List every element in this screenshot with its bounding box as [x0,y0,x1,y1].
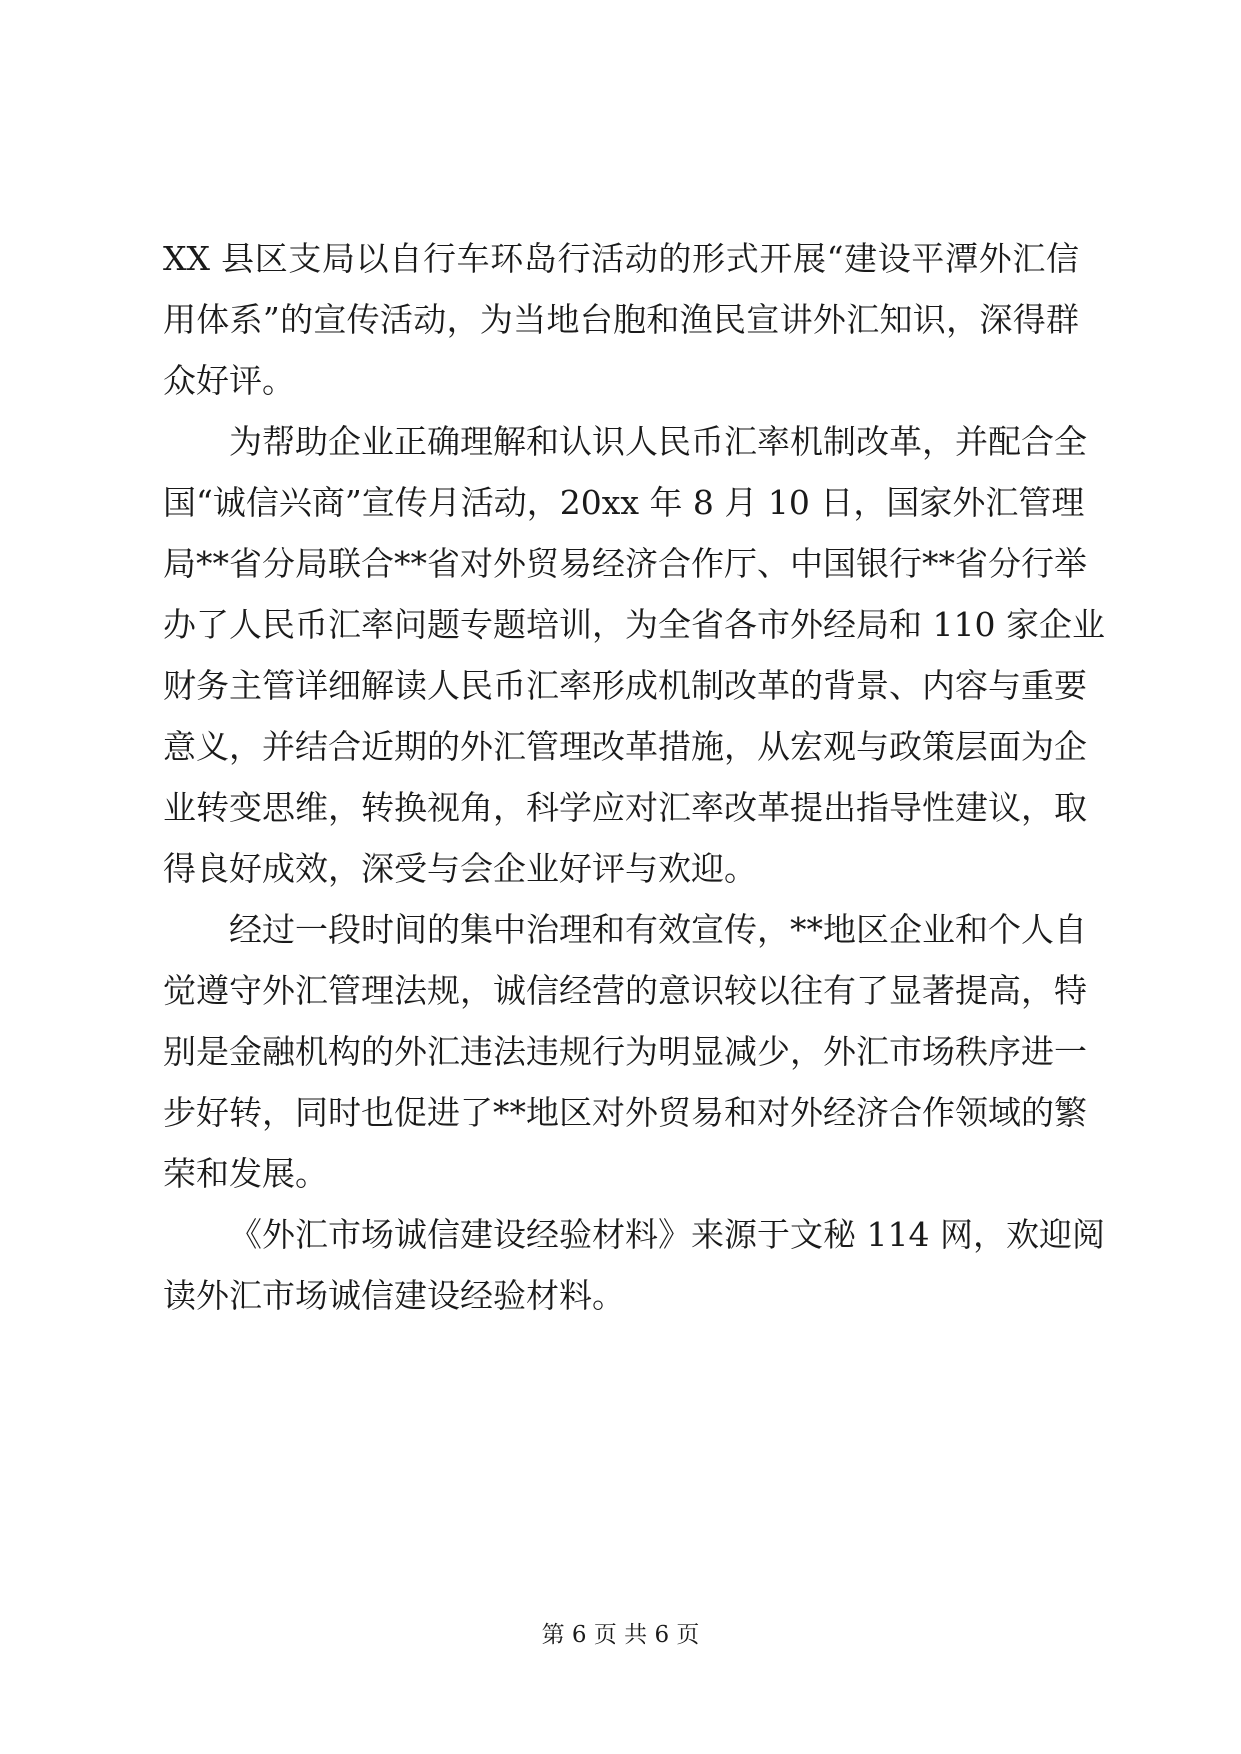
paragraph-3-line-5: 荣和发展。 [163,1154,328,1193]
paragraph-1-line-3: 众好评。 [163,361,295,400]
paragraph-2-line-2: 国“诚信兴商”宣传月活动，20xx 年 8 月 10 日，国家外汇管理 [163,483,1085,522]
paragraph-2-line-6: 意义，并结合近期的外汇管理改革措施，从宏观与政策层面为企 [163,727,1087,766]
paragraph-2-line-8: 得良好成效，深受与会企业好评与欢迎。 [163,849,757,888]
paragraph-4-line-1: 《外汇市场诚信建设经验材料》来源于文秘 114 网，欢迎阅 [229,1215,1105,1254]
page-number-footer: 第 6 页 共 6 页 [541,1622,700,1648]
paragraph-2-line-3: 局**省分局联合**省对外贸易经济合作厅、中国银行**省分行举 [163,544,1087,583]
document-body [163,228,1105,1326]
paragraph-3-line-2: 觉遵守外汇管理法规，诚信经营的意识较以往有了显著提高，特 [163,971,1087,1010]
paragraph-2-line-5: 财务主管详细解读人民币汇率形成机制改革的背景、内容与重要 [163,666,1087,705]
paragraph-2-line-4: 办了人民币汇率问题专题培训，为全省各市外经局和 110 家企业 [163,605,1105,644]
paragraph-3-line-1: 经过一段时间的集中治理和有效宣传，**地区企业和个人自 [229,910,1087,949]
paragraph-1-line-2: 用体系”的宣传活动，为当地台胞和渔民宣讲外汇知识，深得群 [163,300,1079,339]
paragraph-4-line-2: 读外汇市场诚信建设经验材料。 [163,1276,625,1315]
paragraph-3-line-4: 步好转，同时也促进了**地区对外贸易和对外经济合作领域的繁 [163,1093,1087,1132]
paragraph-1-line-1: XX 县区支局以自行车环岛行活动的形式开展“建设平潭外汇信 [163,239,1079,278]
paragraph-2-line-7: 业转变思维，转换视角，科学应对汇率改革提出指导性建议，取 [163,788,1087,827]
paragraph-2-line-1: 为帮助企业正确理解和认识人民币汇率机制改革，并配合全 [229,422,1087,461]
paragraph-3-line-3: 别是金融机构的外汇违法违规行为明显减少，外汇市场秩序进一 [163,1032,1087,1071]
